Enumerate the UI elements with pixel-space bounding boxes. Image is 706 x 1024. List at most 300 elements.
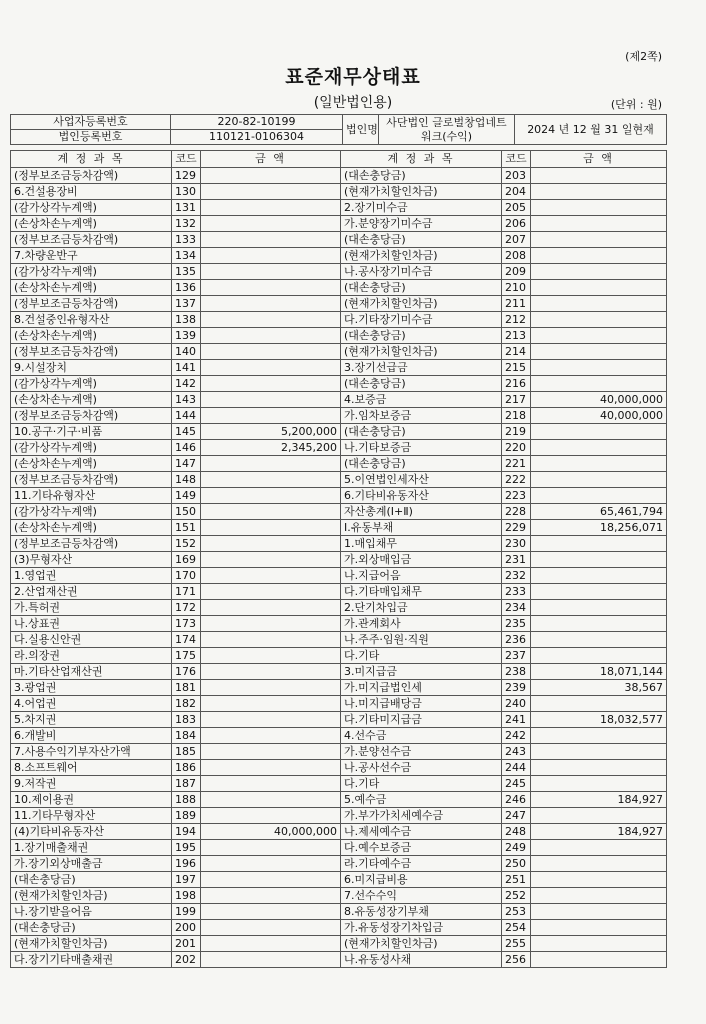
code-right: 247 [502, 808, 531, 824]
code-right: 205 [502, 200, 531, 216]
code-left: 194 [172, 824, 201, 840]
code-right: 210 [502, 280, 531, 296]
table-row [11, 200, 667, 216]
code-right: 235 [502, 616, 531, 632]
account-name-right: 가.유동성장기차입금 [341, 920, 502, 936]
account-name-right: 3.장기선급금 [341, 360, 502, 376]
unit-label: (단위 : 원) [610, 98, 662, 111]
code-left: 135 [172, 264, 201, 280]
code-right: 221 [502, 456, 531, 472]
code-right: 216 [502, 376, 531, 392]
balance-sheet-table [10, 150, 667, 968]
amount-left [201, 600, 341, 616]
amount-right [531, 248, 667, 264]
code-right: 223 [502, 488, 531, 504]
code-left: 173 [172, 616, 201, 632]
account-name-right: 나.제세예수금 [341, 824, 502, 840]
account-name-left: 1.장기매출채권 [11, 840, 172, 856]
account-name-right: (현재가치할인차금) [341, 936, 502, 952]
code-left: 170 [172, 568, 201, 584]
table-row [11, 808, 667, 824]
amount-right [531, 184, 667, 200]
amount-right [531, 360, 667, 376]
code-right: 253 [502, 904, 531, 920]
amount-right [531, 600, 667, 616]
code-right: 229 [502, 520, 531, 536]
code-left: 196 [172, 856, 201, 872]
amount-right [531, 344, 667, 360]
account-name-right: 가.관계회사 [341, 616, 502, 632]
biz-no-label: 사업자등록번호 [11, 115, 171, 130]
code-right: 256 [502, 952, 531, 968]
account-name-right: 2.단기차입금 [341, 600, 502, 616]
code-right: 245 [502, 776, 531, 792]
account-name-left: 1.영업권 [11, 568, 172, 584]
table-row [11, 936, 667, 952]
amount-right [531, 904, 667, 920]
amount-right: 40,000,000 [531, 408, 667, 424]
header-table [10, 114, 667, 145]
amount-left [201, 776, 341, 792]
amount-left [201, 536, 341, 552]
amount-right [531, 280, 667, 296]
code-right: 212 [502, 312, 531, 328]
table-row [11, 232, 667, 248]
table-row [11, 504, 667, 520]
amount-left [201, 888, 341, 904]
table-body [11, 168, 667, 968]
amount-right [531, 920, 667, 936]
table-row [11, 792, 667, 808]
amount-left [201, 584, 341, 600]
col-header-code-left: 코드 [172, 151, 201, 168]
amount-left [201, 248, 341, 264]
amount-left [201, 680, 341, 696]
amount-left [201, 936, 341, 952]
code-left: 131 [172, 200, 201, 216]
amount-right: 18,071,144 [531, 664, 667, 680]
amount-right [531, 424, 667, 440]
account-name-left: (정부보조금등차감액) [11, 344, 172, 360]
code-left: 188 [172, 792, 201, 808]
table-row [11, 360, 667, 376]
amount-left [201, 216, 341, 232]
code-left: 184 [172, 728, 201, 744]
code-right: 254 [502, 920, 531, 936]
account-name-right: 나.주주·임원·직원 [341, 632, 502, 648]
table-row [11, 840, 667, 856]
amount-right: 18,256,071 [531, 520, 667, 536]
amount-right [531, 888, 667, 904]
account-name-left: (손상차손누계액) [11, 520, 172, 536]
col-header-account-left: 계 정 과 목 [11, 151, 172, 168]
amount-left [201, 520, 341, 536]
table-row [11, 664, 667, 680]
account-name-left: (손상차손누계액) [11, 216, 172, 232]
code-right: 217 [502, 392, 531, 408]
amount-left [201, 360, 341, 376]
amount-left [201, 280, 341, 296]
code-right: 252 [502, 888, 531, 904]
table-row [11, 328, 667, 344]
account-name-right: Ⅰ.유동부채 [341, 520, 502, 536]
form-number: (제2쪽) [625, 50, 662, 63]
code-right: 243 [502, 744, 531, 760]
amount-left [201, 184, 341, 200]
code-right: 219 [502, 424, 531, 440]
table-row [11, 648, 667, 664]
account-name-right: 5.이연법인세자산 [341, 472, 502, 488]
account-name-left: 10.제이용권 [11, 792, 172, 808]
amount-left [201, 344, 341, 360]
code-left: 137 [172, 296, 201, 312]
account-name-right: 5.예수금 [341, 792, 502, 808]
table-row [11, 584, 667, 600]
amount-right [531, 472, 667, 488]
amount-left [201, 616, 341, 632]
amount-left [201, 264, 341, 280]
amount-left [201, 456, 341, 472]
code-right: 237 [502, 648, 531, 664]
corp-name-label: 법인명 [343, 115, 379, 145]
amount-left [201, 200, 341, 216]
code-right: 231 [502, 552, 531, 568]
amount-right [531, 808, 667, 824]
table-row [11, 600, 667, 616]
account-name-right: 다.예수보증금 [341, 840, 502, 856]
table-row [11, 632, 667, 648]
account-name-left: (4)기타비유동자산 [11, 824, 172, 840]
table-row [11, 408, 667, 424]
account-name-left: 나.상표권 [11, 616, 172, 632]
account-name-right: 다.기타 [341, 776, 502, 792]
code-right: 236 [502, 632, 531, 648]
account-name-right: 나.유동성사채 [341, 952, 502, 968]
account-name-left: (감가상각누계액) [11, 200, 172, 216]
account-name-left: 3.광업권 [11, 680, 172, 696]
account-name-right: 가.분양선수금 [341, 744, 502, 760]
code-left: 169 [172, 552, 201, 568]
amount-left [201, 408, 341, 424]
table-row [11, 760, 667, 776]
account-name-left: 10.공구·기구·비품 [11, 424, 172, 440]
code-left: 130 [172, 184, 201, 200]
table-row [11, 472, 667, 488]
account-name-right: (대손충당금) [341, 232, 502, 248]
account-name-left: (3)무형자산 [11, 552, 172, 568]
code-left: 138 [172, 312, 201, 328]
amount-left [201, 296, 341, 312]
amount-right [531, 760, 667, 776]
amount-right [531, 232, 667, 248]
report-date: 2024 년 12 월 31 일현재 [515, 115, 667, 145]
account-name-left: 4.어업권 [11, 696, 172, 712]
account-name-right: (대손충당금) [341, 168, 502, 184]
code-left: 176 [172, 664, 201, 680]
amount-left [201, 568, 341, 584]
code-right: 248 [502, 824, 531, 840]
amount-right: 184,927 [531, 792, 667, 808]
amount-right [531, 632, 667, 648]
amount-left [201, 312, 341, 328]
amount-left [201, 904, 341, 920]
table-row [11, 296, 667, 312]
account-name-left: (감가상각누계액) [11, 264, 172, 280]
code-left: 182 [172, 696, 201, 712]
amount-right [531, 456, 667, 472]
table-row [11, 888, 667, 904]
amount-right [531, 952, 667, 968]
amount-right [531, 584, 667, 600]
amount-right [531, 216, 667, 232]
account-name-right: (대손충당금) [341, 424, 502, 440]
account-name-right: 나.지급어음 [341, 568, 502, 584]
table-row [11, 824, 667, 840]
code-left: 172 [172, 600, 201, 616]
table-row [11, 920, 667, 936]
account-name-left: (정부보조금등차감액) [11, 408, 172, 424]
amount-left: 40,000,000 [201, 824, 341, 840]
code-right: 213 [502, 328, 531, 344]
code-right: 228 [502, 504, 531, 520]
account-name-left: 11.기타무형자산 [11, 808, 172, 824]
amount-right [531, 696, 667, 712]
amount-right [531, 376, 667, 392]
account-name-right: 가.임차보증금 [341, 408, 502, 424]
amount-right [531, 168, 667, 184]
amount-left [201, 856, 341, 872]
table-row [11, 872, 667, 888]
page-title: 표준재무상태표 [285, 66, 421, 88]
col-header-amount-right: 금 액 [531, 151, 667, 168]
corp-no-label: 법인등록번호 [11, 130, 171, 145]
amount-right [531, 648, 667, 664]
account-name-left: 8.건설중인유형자산 [11, 312, 172, 328]
code-left: 151 [172, 520, 201, 536]
code-right: 204 [502, 184, 531, 200]
table-row [11, 280, 667, 296]
code-right: 251 [502, 872, 531, 888]
code-left: 186 [172, 760, 201, 776]
amount-left [201, 728, 341, 744]
code-left: 175 [172, 648, 201, 664]
table-header-row [11, 151, 667, 168]
code-left: 144 [172, 408, 201, 424]
account-name-left: 라.의장권 [11, 648, 172, 664]
code-right: 222 [502, 472, 531, 488]
table-row [11, 776, 667, 792]
amount-right [531, 856, 667, 872]
code-left: 129 [172, 168, 201, 184]
table-row [11, 488, 667, 504]
account-name-right: 다.기타매입채무 [341, 584, 502, 600]
account-name-right: (대손충당금) [341, 280, 502, 296]
code-right: 249 [502, 840, 531, 856]
code-right: 239 [502, 680, 531, 696]
table-row [11, 904, 667, 920]
code-left: 133 [172, 232, 201, 248]
code-left: 198 [172, 888, 201, 904]
code-right: 250 [502, 856, 531, 872]
account-name-left: (현재가치할인차금) [11, 888, 172, 904]
account-name-left: 가.장기외상매출금 [11, 856, 172, 872]
code-left: 181 [172, 680, 201, 696]
account-name-right: 나.기타보증금 [341, 440, 502, 456]
amount-right [531, 744, 667, 760]
code-left: 187 [172, 776, 201, 792]
table-row [11, 552, 667, 568]
table-row [11, 712, 667, 728]
code-left: 197 [172, 872, 201, 888]
account-name-right: 나.공사선수금 [341, 760, 502, 776]
account-name-left: (정부보조금등차감액) [11, 472, 172, 488]
code-right: 207 [502, 232, 531, 248]
account-name-left: (감가상각누계액) [11, 504, 172, 520]
account-name-left: 6.개발비 [11, 728, 172, 744]
account-name-left: (손상차손누계액) [11, 328, 172, 344]
code-right: 242 [502, 728, 531, 744]
code-right: 211 [502, 296, 531, 312]
amount-left [201, 696, 341, 712]
account-name-right: (현재가치할인차금) [341, 296, 502, 312]
account-name-right: 자산총계(Ⅰ+Ⅱ) [341, 504, 502, 520]
code-left: 189 [172, 808, 201, 824]
table-row [11, 456, 667, 472]
account-name-left: (감가상각누계액) [11, 440, 172, 456]
amount-right [531, 568, 667, 584]
account-name-right: (현재가치할인차금) [341, 344, 502, 360]
code-left: 152 [172, 536, 201, 552]
code-right: 244 [502, 760, 531, 776]
amount-left [201, 872, 341, 888]
account-name-left: (손상차손누계액) [11, 456, 172, 472]
code-right: 246 [502, 792, 531, 808]
amount-right [531, 936, 667, 952]
amount-left [201, 632, 341, 648]
amount-left [201, 648, 341, 664]
code-left: 202 [172, 952, 201, 968]
amount-right [531, 264, 667, 280]
code-left: 140 [172, 344, 201, 360]
account-name-left: (대손충당금) [11, 920, 172, 936]
account-name-right: (대손충당금) [341, 456, 502, 472]
amount-left [201, 552, 341, 568]
account-name-right: (대손충당금) [341, 328, 502, 344]
code-right: 206 [502, 216, 531, 232]
corp-no-value: 110121-0106304 [171, 130, 343, 145]
account-name-right: 가.분양장기미수금 [341, 216, 502, 232]
amount-right [531, 840, 667, 856]
amount-right: 18,032,577 [531, 712, 667, 728]
account-name-left: (손상차손누계액) [11, 392, 172, 408]
table-row [11, 248, 667, 264]
account-name-left: 9.시설장치 [11, 360, 172, 376]
amount-left [201, 952, 341, 968]
account-name-left: 9.저작권 [11, 776, 172, 792]
code-left: 143 [172, 392, 201, 408]
amount-right [531, 616, 667, 632]
amount-left [201, 744, 341, 760]
account-name-left: (정부보조금등차감액) [11, 232, 172, 248]
table-row [11, 264, 667, 280]
account-name-right: 다.기타장기미수금 [341, 312, 502, 328]
account-name-left: 2.산업재산권 [11, 584, 172, 600]
account-name-right: 8.유동성장기부채 [341, 904, 502, 920]
table-row [11, 440, 667, 456]
code-left: 141 [172, 360, 201, 376]
table-row [11, 616, 667, 632]
account-name-right: 2.장기미수금 [341, 200, 502, 216]
code-left: 195 [172, 840, 201, 856]
amount-left [201, 792, 341, 808]
biz-no-value: 220-82-10199 [171, 115, 343, 130]
account-name-left: 8.소프트웨어 [11, 760, 172, 776]
account-name-left: 나.장기받을어음 [11, 904, 172, 920]
amount-right [531, 328, 667, 344]
code-left: 142 [172, 376, 201, 392]
account-name-right: 다.기타미지급금 [341, 712, 502, 728]
amount-left [201, 712, 341, 728]
account-name-left: (정부보조금등차감액) [11, 296, 172, 312]
code-right: 234 [502, 600, 531, 616]
code-right: 230 [502, 536, 531, 552]
code-left: 201 [172, 936, 201, 952]
amount-right [531, 552, 667, 568]
account-name-left: 6.건설용장비 [11, 184, 172, 200]
amount-right [531, 728, 667, 744]
amount-left [201, 328, 341, 344]
amount-left [201, 472, 341, 488]
code-left: 136 [172, 280, 201, 296]
code-left: 185 [172, 744, 201, 760]
table-row [11, 568, 667, 584]
amount-left [201, 168, 341, 184]
code-left: 150 [172, 504, 201, 520]
col-header-account-right: 계 정 과 목 [341, 151, 502, 168]
account-name-right: 가.외상매입금 [341, 552, 502, 568]
code-right: 220 [502, 440, 531, 456]
account-name-left: (손상차손누계액) [11, 280, 172, 296]
code-right: 240 [502, 696, 531, 712]
code-left: 147 [172, 456, 201, 472]
amount-right: 65,461,794 [531, 504, 667, 520]
amount-right [531, 296, 667, 312]
code-left: 148 [172, 472, 201, 488]
page-subtitle: (일반법인용) [313, 95, 393, 111]
corp-name-value: 사단법인 글로벌창업네트워크(수익) [379, 115, 515, 145]
account-name-right: 다.기타 [341, 648, 502, 664]
code-right: 241 [502, 712, 531, 728]
code-right: 238 [502, 664, 531, 680]
code-right: 232 [502, 568, 531, 584]
code-left: 174 [172, 632, 201, 648]
account-name-right: 6.미지급비용 [341, 872, 502, 888]
account-name-right: 4.보증금 [341, 392, 502, 408]
account-name-left: 7.사용수익기부자산가액 [11, 744, 172, 760]
account-name-right: (현재가치할인차금) [341, 248, 502, 264]
col-header-code-right: 코드 [502, 151, 531, 168]
account-name-right: 4.선수금 [341, 728, 502, 744]
table-row [11, 344, 667, 360]
table-row [11, 184, 667, 200]
code-left: 134 [172, 248, 201, 264]
table-row [11, 376, 667, 392]
table-row [11, 520, 667, 536]
code-left: 149 [172, 488, 201, 504]
code-left: 145 [172, 424, 201, 440]
amount-left [201, 840, 341, 856]
account-name-right: 나.미지급배당금 [341, 696, 502, 712]
